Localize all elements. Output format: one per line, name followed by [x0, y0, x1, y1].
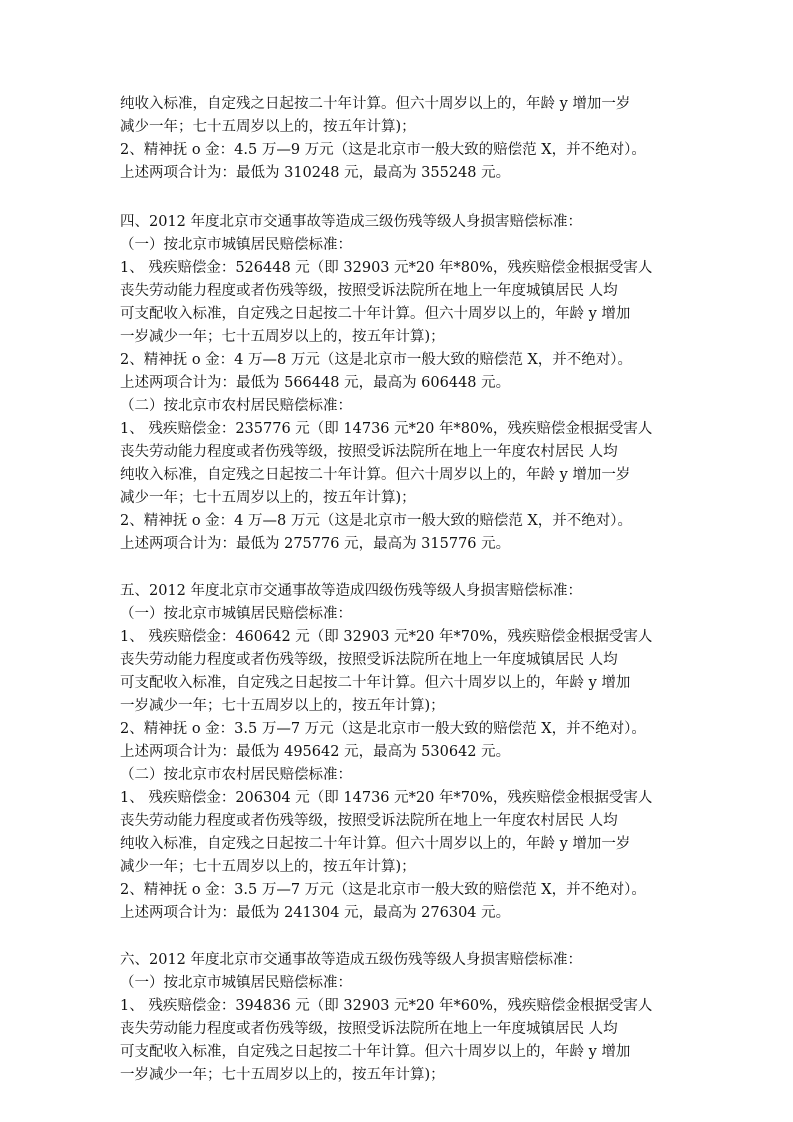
subsection-heading: （二）按北京市农村居民赔偿标准：: [120, 398, 352, 414]
subsection-heading: （一）按北京市城镇居民赔偿标准：: [120, 975, 352, 991]
text-line: 纯收入标准，自定残之日起按二十年计算。但六十周岁以上的，年龄 y 增加一岁: [120, 467, 631, 483]
text-line: 丧失劳动能力程度或者伤残等级，按照受诉法院所在地上一年度农村居民 人均: [120, 813, 618, 829]
text-line: 1、 残疾赔偿金：394836 元（即 32903 元*20 年*60%，残疾赔偿金根据受害人: [120, 998, 653, 1014]
text-line: 2、精神抚 o 金：3.5 万—7 万元（这是北京市一般大致的赔偿范 X，并不绝对）。: [120, 721, 646, 737]
section-heading: 六、2012 年度北京市交通事故等造成五级伤残等级人身损害赔偿标准：: [120, 952, 583, 968]
text-line: 纯收入标准，自定残之日起按二十年计算。但六十周岁以上的，年龄 y 增加一岁: [120, 836, 631, 852]
text-line: 1、 残疾赔偿金：526448 元（即 32903 元*20 年*80%，残疾赔偿金根据受害人: [120, 260, 653, 276]
text-line: 1、 残疾赔偿金：235776 元（即 14736 元*20 年*80%，残疾赔偿金根据受害人: [120, 421, 653, 437]
subsection-heading: （一）按北京市城镇居民赔偿标准：: [120, 606, 352, 622]
text-line: 丧失劳动能力程度或者伤残等级，按照受诉法院所在地上一年度城镇居民 人均: [120, 283, 618, 299]
text-line: 一岁减少一年；七十五周岁以上的，按五年计算)；: [120, 1067, 445, 1083]
text-line: 上述两项合计为：最低为 241304 元，最高为 276304 元。: [120, 905, 511, 921]
subsection-heading: （一）按北京市城镇居民赔偿标准：: [120, 237, 352, 253]
text-line: 上述两项合计为：最低为 495642 元，最高为 530642 元。: [120, 744, 511, 760]
text-line: 可支配收入标准，自定残之日起按二十年计算。但六十周岁以上的，年龄 y 增加: [120, 1044, 631, 1060]
text-line: 上述两项合计为：最低为 275776 元，最高为 315776 元。: [120, 536, 511, 552]
text-line: 2、精神抚 o 金：4 万—8 万元（这是北京市一般大致的赔偿范 X，并不绝对）。: [120, 513, 633, 529]
text-line: 上述两项合计为：最低为 566448 元，最高为 606448 元。: [120, 375, 511, 391]
text-line: 纯收入标准，自定残之日起按二十年计算。但六十周岁以上的，年龄 y 增加一岁: [120, 96, 631, 112]
text-line: 2、精神抚 o 金：4.5 万—9 万元（这是北京市一般大致的赔偿范 X，并不绝对）。: [120, 142, 646, 158]
text-line: 2、精神抚 o 金：3.5 万—7 万元（这是北京市一般大致的赔偿范 X，并不绝对）。: [120, 882, 646, 898]
text-line: 减少一年；七十五周岁以上的，按五年计算)；: [120, 859, 416, 875]
text-line: 上述两项合计为：最低为 310248 元，最高为 355248 元。: [120, 165, 511, 181]
text-line: 1、 残疾赔偿金：206304 元（即 14736 元*20 年*70%，残疾赔偿金根据受害人: [120, 790, 653, 806]
text-line: 减少一年；七十五周岁以上的，按五年计算)；: [120, 490, 416, 506]
section-heading: 五、2012 年度北京市交通事故等造成四级伤残等级人身损害赔偿标准：: [120, 583, 583, 599]
text-line: 1、 残疾赔偿金：460642 元（即 32903 元*20 年*70%，残疾赔偿金根据受害人: [120, 629, 653, 645]
section-heading: 四、2012 年度北京市交通事故等造成三级伤残等级人身损害赔偿标准：: [120, 214, 583, 230]
text-line: 可支配收入标准，自定残之日起按二十年计算。但六十周岁以上的，年龄 y 增加: [120, 306, 631, 322]
text-line: 可支配收入标准，自定残之日起按二十年计算。但六十周岁以上的，年龄 y 增加: [120, 675, 631, 691]
text-line: 一岁减少一年；七十五周岁以上的，按五年计算)；: [120, 698, 445, 714]
text-line: 减少一年；七十五周岁以上的，按五年计算)；: [120, 119, 416, 135]
text-line: 丧失劳动能力程度或者伤残等级，按照受诉法院所在地上一年度城镇居民 人均: [120, 652, 618, 668]
text-line: 丧失劳动能力程度或者伤残等级，按照受诉法院所在地上一年度城镇居民 人均: [120, 1021, 618, 1037]
text-line: 丧失劳动能力程度或者伤残等级，按照受诉法院所在地上一年度农村居民 人均: [120, 444, 618, 460]
text-line: 一岁减少一年；七十五周岁以上的，按五年计算)；: [120, 329, 445, 345]
text-line: 2、精神抚 o 金：4 万—8 万元（这是北京市一般大致的赔偿范 X，并不绝对）。: [120, 352, 633, 368]
subsection-heading: （二）按北京市农村居民赔偿标准：: [120, 767, 352, 783]
